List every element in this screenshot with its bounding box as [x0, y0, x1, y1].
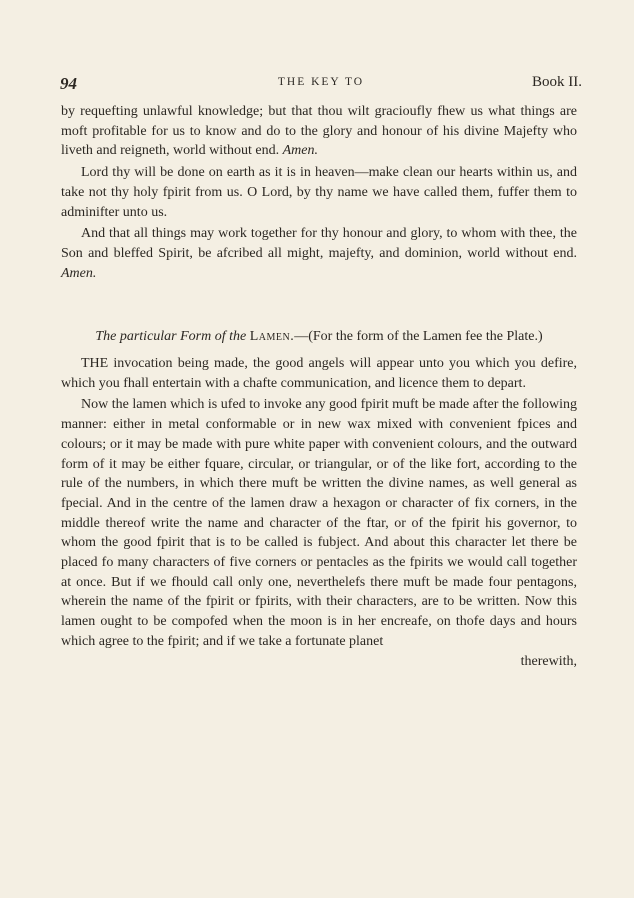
catchword: therewith,: [520, 653, 577, 669]
section-heading: [61, 327, 577, 347]
running-title: THE KEY TO: [277, 76, 365, 88]
heading-italic: The particular Form of the: [95, 329, 247, 345]
paragraph-text: invocation being made, the good angels will appear unto you which you defire, which you fhall entertain with a chafte communication, and licence them to depart.: [61, 356, 577, 391]
paragraph-prayer-end: [61, 102, 577, 161]
paragraph-text: And that all things may work together for thy honour and glory, to whom with thee, the Son and bleffed Spirit, be afcribed all might, majefty, and dominion, world without end.: [61, 226, 577, 261]
page-number: 94: [60, 74, 77, 93]
book-label: Book II.: [532, 74, 582, 90]
heading-rest: —(For the form of the Lamen fee the Plate.): [294, 329, 543, 345]
heading-lamen: Lamen.: [249, 329, 295, 345]
opening-word: THE: [81, 356, 109, 372]
paragraph-doxology: [61, 224, 577, 283]
paragraph-lamen-description: Now the lamen which is ufed to invoke any good fpirit muft be made after the following manner: either in metal conformable or in new wax mixed with convenient fpices and colours; or it may be made with pure white paper with convenient colours, and the outward form of it may be either fquare, circular, or triangular, or of the like fort, according to the rule of the numbers, in which there muft be written the divine names, as well general as fpecial. And in the centre of the lamen draw a hexagon or character of fix corners, in the middle thereof write the name and character of the ftar, or of the fpirit his governor, to whom the good fpirit that is to be called is fubject. And about this character let there be placed fo many characters of five corners or pentacles as the fpirits we would call together at once. But if we fhould call only one, neverthelefs there muft be made four pentagons, wherein the name of the fpirit or fpirits, with their characters, are to be written. Now this lamen ought to be compofed when the moon is in her encreafe, on thofe days and hours which agree to the fpirit; and if we take a fortunate planet: [61, 397, 577, 649]
paragraph-lord-thy-will: Lord thy will be done on earth as it is in heaven—make clean our hearts within us, and take not thy holy fpirit from us. O Lord, by thy name we have called them, fuffer them to adminifter unto us.: [61, 165, 577, 220]
amen-word: Amen.: [61, 265, 97, 281]
running-head: [60, 74, 582, 96]
paragraph-text: by requefting unlawful knowledge; but that thou wilt gracioufly fhew us what things are moft profitable for us to know and do to the glory and honour of his divine Majefty who liveth and reigneth, world without end.: [61, 104, 577, 159]
paragraph-invocation: [61, 354, 577, 393]
body-text: [61, 102, 577, 671]
amen-word: Amen.: [282, 143, 319, 159]
